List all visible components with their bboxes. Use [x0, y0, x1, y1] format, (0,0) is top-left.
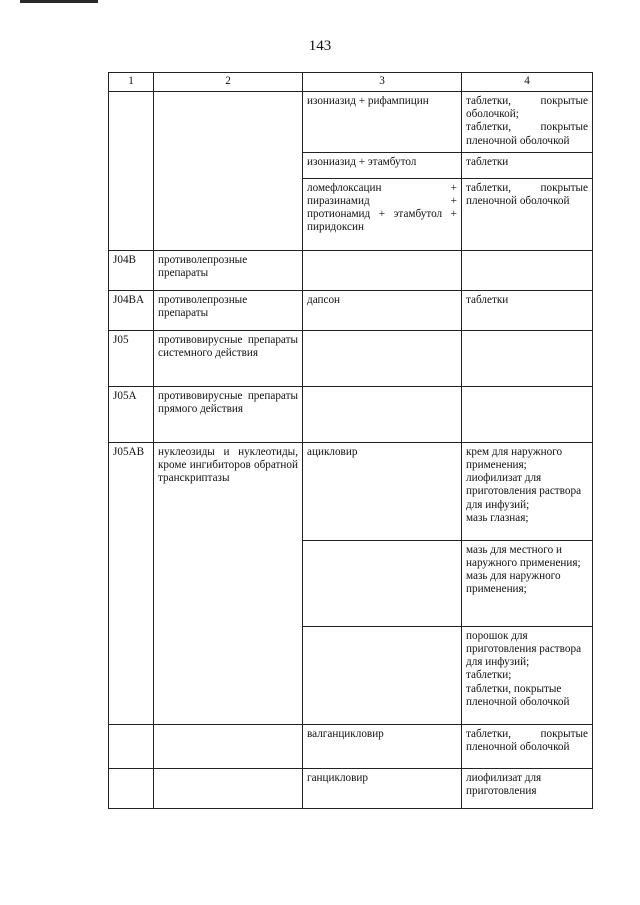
dosage-form-cell: таблетки — [462, 290, 593, 330]
code-cell — [109, 724, 154, 768]
drug-name-cell — [303, 250, 462, 290]
scan-edge-mark — [20, 0, 98, 3]
dosage-form-cell: порошок для приготовления раствора для инфузий; таблетки; таблетки, покрытые пленочной оболочкой — [462, 626, 593, 724]
dosage-form-cell: таблетки, покрытые пленочной оболочкой — [462, 724, 593, 768]
drug-name-cell: изониазид + рифампицин — [303, 92, 462, 153]
table-row — [109, 442, 593, 540]
dosage-form-cell: крем для наружного применения; лиофилизат для приготовления раствора для инфузий; мазь глазная; — [462, 442, 593, 540]
drug-name-cell — [303, 540, 462, 626]
dosage-form-cell — [462, 386, 593, 442]
table-header-row — [109, 73, 593, 92]
group-cell: противовирусные препараты системного действия — [154, 330, 303, 386]
group-cell: противолепрозные препараты — [154, 290, 303, 330]
table-row — [109, 724, 593, 768]
code-cell: J04B — [109, 250, 154, 290]
code-cell: J05 — [109, 330, 154, 386]
column-header-3: 3 — [303, 73, 462, 92]
code-cell: J04BA — [109, 290, 154, 330]
table-row — [109, 330, 593, 386]
code-cell — [109, 92, 154, 251]
dosage-form-cell — [462, 330, 593, 386]
drug-name-cell: дапсон — [303, 290, 462, 330]
drug-classification-table — [108, 72, 593, 809]
group-cell — [154, 768, 303, 808]
column-header-1: 1 — [109, 73, 154, 92]
dosage-form-cell: лиофилизат для приготовления — [462, 768, 593, 808]
group-cell: нуклеозиды и нуклеотиды, кроме ингибиторов обратной транскриптазы — [154, 442, 303, 724]
drug-name-cell — [303, 626, 462, 724]
code-cell — [109, 768, 154, 808]
column-header-2: 2 — [154, 73, 303, 92]
group-cell — [154, 92, 303, 251]
dosage-form-cell: таблетки — [462, 152, 593, 178]
group-cell: противолепрозные препараты — [154, 250, 303, 290]
dosage-form-cell: мазь для местного и наружного применения; мазь для наружного применения; — [462, 540, 593, 626]
dosage-form-cell: таблетки, покрытые пленочной оболочкой — [462, 178, 593, 250]
table-row — [109, 92, 593, 153]
dosage-form-cell — [462, 250, 593, 290]
drug-name-cell: изониазид + этамбутол — [303, 152, 462, 178]
column-header-4: 4 — [462, 73, 593, 92]
table-row — [109, 386, 593, 442]
code-cell: J05AB — [109, 442, 154, 724]
drug-name-cell: валганцикловир — [303, 724, 462, 768]
page-number: 143 — [308, 38, 332, 54]
drug-name-cell: ломефлоксацин + пиразинамид + протионамид + этамбутол + пиридоксин — [303, 178, 462, 250]
table-row — [109, 290, 593, 330]
drug-name-cell — [303, 330, 462, 386]
dosage-form-cell: таблетки, покрытые оболочкой; таблетки, покрытые пленочной оболочкой — [462, 92, 593, 153]
group-cell: противовирусные препараты прямого действия — [154, 386, 303, 442]
table-row — [109, 768, 593, 808]
drug-name-cell: ацикловир — [303, 442, 462, 540]
table-row — [109, 250, 593, 290]
code-cell: J05A — [109, 386, 154, 442]
drug-name-cell — [303, 386, 462, 442]
drug-name-cell: ганцикловир — [303, 768, 462, 808]
group-cell — [154, 724, 303, 768]
